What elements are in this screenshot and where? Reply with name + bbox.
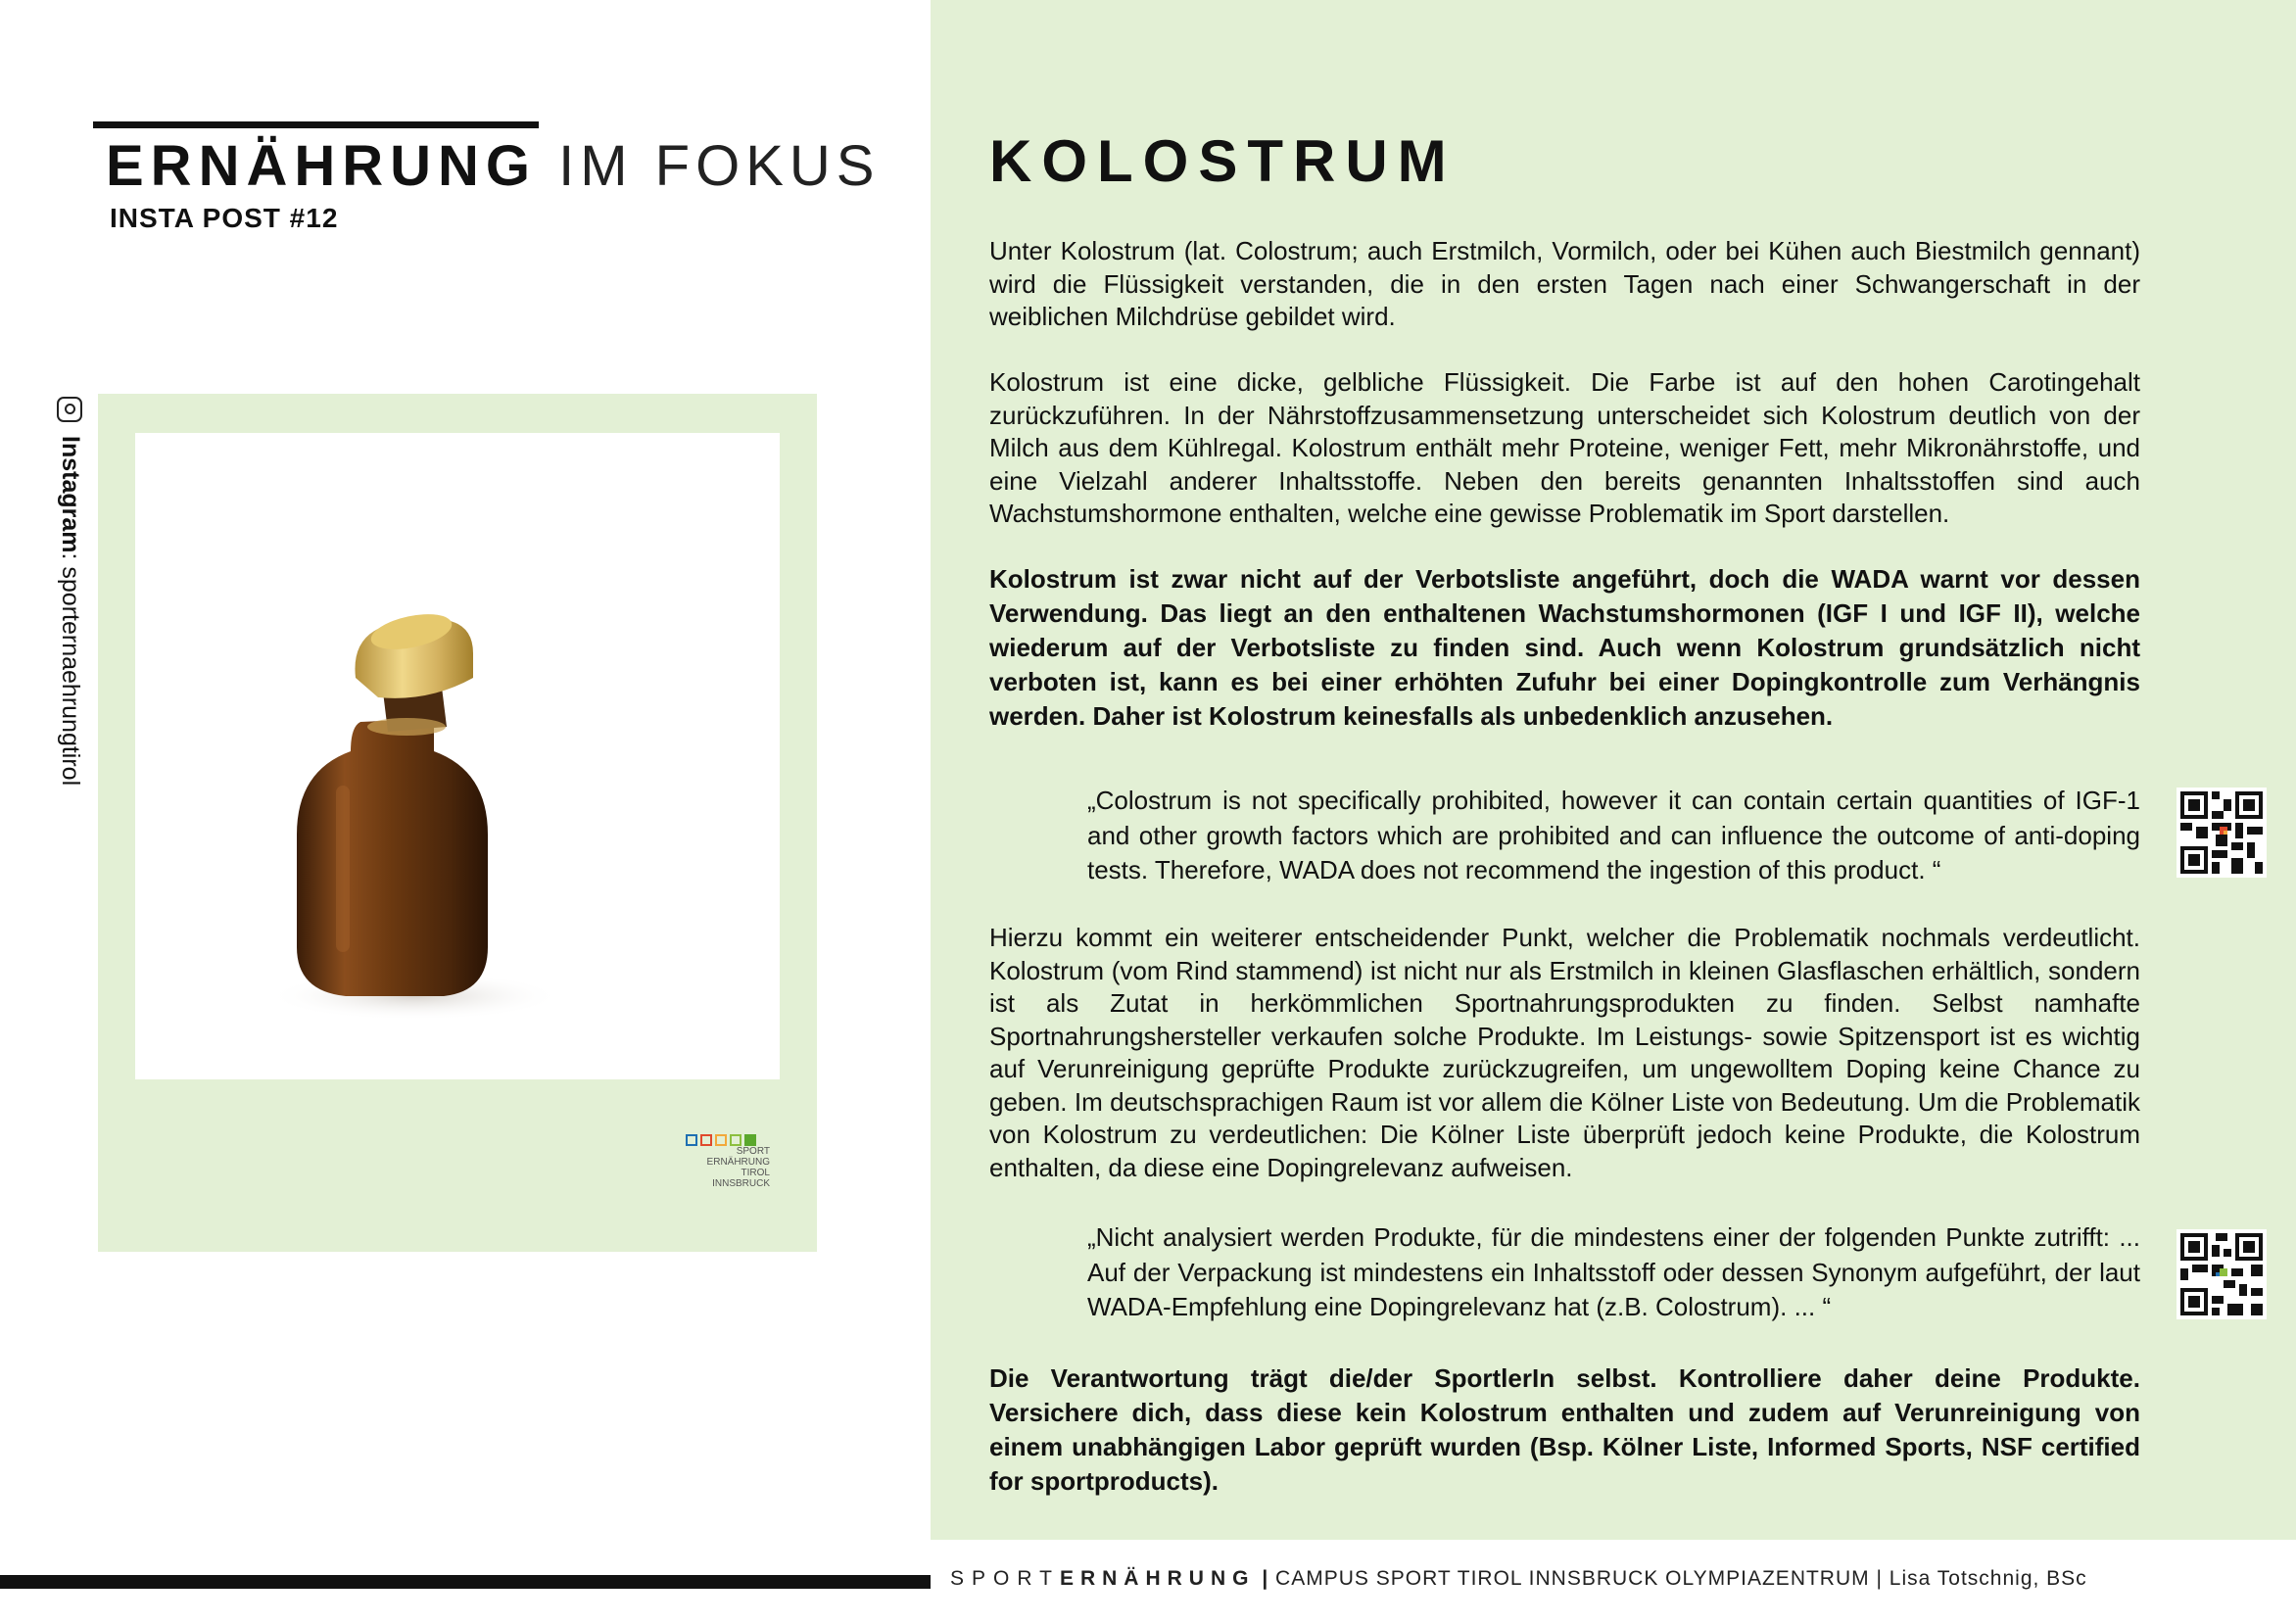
title-bold: ERNÄHRUNG <box>106 134 537 198</box>
footer-separator-2: | <box>1876 1567 1883 1590</box>
logo-square-blue <box>686 1134 697 1146</box>
paragraph-conclusion: Die Verantwortung trägt die/der SportlerIn selbst. Kontrolliere daher deine Produkte. Versichere dich, dass diese kein Kolostrum enthalten und zudem auf Verunreinigung von einem unabhängigen Labor geprüft wurden (Bsp. Kölner Liste, Informed Sports, NSF certified for sportproducts). <box>989 1363 2140 1496</box>
footer-brand-bold: ERNÄHRUNG <box>1059 1567 1256 1590</box>
logo-squares <box>686 1134 770 1146</box>
instagram-handle[interactable] <box>56 397 84 786</box>
logo-square-lightgreen <box>730 1134 741 1146</box>
logo-square-red <box>700 1134 712 1146</box>
paragraph-intro: Unter Kolostrum (lat. Colostrum; auch Erstmilch, Vormilch, oder bei Kühen auch Biestmilch gennant) wird die Flüssigkeit verstanden, die in den ersten Tagen nach einer Schwangerschaft in der weiblichen Milchdrüse gebildet wird. <box>989 236 2140 331</box>
title-light: IM FOKUS <box>558 134 881 198</box>
footer-bar <box>0 1575 931 1589</box>
instagram-account: sporternaehrungtirol <box>57 566 84 787</box>
article-heading: KOLOSTRUM <box>989 128 1457 194</box>
instagram-icon <box>58 397 83 422</box>
qr-code-pattern <box>2176 788 2267 878</box>
qr-code-pattern-2 <box>2176 1229 2267 1319</box>
logo-square-orange <box>715 1134 727 1146</box>
instagram-label: Instagram <box>57 436 84 553</box>
logo-square-green <box>744 1134 756 1146</box>
glass-bottle-illustration <box>135 433 780 1079</box>
quote-wada: „Colostrum is not specifically prohibited, however it can contain certain quantities of IGF-1 and other growth factors which are prohibited and can influence the outcome of anti-doping tests. Therefore, WADA does not recommend the ingestion of this product. “ <box>1087 786 2140 884</box>
post-number: INSTA POST #12 <box>110 203 339 233</box>
quote-koelner-liste: „Nicht analysiert werden Produkte, für die mindestens einer der folgenden Punkte zutrifft: ... Auf der Verpackung ist mindestens ein Inhaltsstoff oder dessen Synonym aufgeführt, der laut WADA-Empfehlung eine Dopingrelevanz hat (z.B. Colostrum). ... “ <box>1087 1222 2140 1321</box>
instagram-separator: : <box>57 552 84 560</box>
bottle-photo <box>135 433 780 1079</box>
qr-code-icon[interactable] <box>2176 788 2267 878</box>
paragraph-description: Kolostrum ist eine dicke, gelbliche Flüssigkeit. Die Farbe ist auf den hohen Carotingehalt zurückzuführen. In der Nährstoffzusammensetzung unterscheidet sich Kolostrum deutlich von der Milch aus dem Kühlregal. Kolostrum enthält mehr Proteine, weniger Fett, mehr Mikronährstoffe, und eine Vielzahl anderer Inhaltsstoffe. Neben den bereits genannten Inhaltsstoffen sind auch Wachstumshormone enthalten, welche eine gewisse Problematik im Sport darstellen. <box>989 367 2140 528</box>
footer-separator-1: | <box>1262 1567 1269 1590</box>
logo-line-1: SPORT <box>736 1146 770 1157</box>
paragraph-koelner-liste: Hierzu kommt ein weiterer entscheidender Punkt, welcher die Problematik nochmals verdeutlicht. Kolostrum (vom Rind stammend) ist nicht nur als Erstmilch in kleinen Glasflaschen erhältlich, sondern ist als Zutat in herkömmlichen Sportnahrungsprodukten zu finden. Selbst namhafte Sportnahrungshersteller verkaufen solche Produkte. Im Leistungs- sowie Spitzensport ist es wichtig auf Verunreinigung geprüfte Produkte zurückzugreifen, um ungewolltem Doping keine Chance zu geben. Im deutschsprachigen Raum ist vor allem die Kölner Liste von Bedeutung. Um die Problematik von Kolostrum zu verdeutlichen: Die Kölner Liste überprüft jedoch keine Produkte, die Kolostrum enthalten, da diese eine Dopingrelevanz aufweisen. <box>989 923 2140 1182</box>
footer-author: Lisa Totschnig, BSc <box>1889 1567 2087 1590</box>
logo-line-3: TIROL INNSBRUCK <box>712 1168 770 1189</box>
page-title <box>106 127 880 206</box>
footer-brand <box>950 1567 1255 1590</box>
organisation-logo <box>686 1134 770 1189</box>
paragraph-wada-warning: Kolostrum ist zwar nicht auf der Verbotsliste angeführt, doch die WADA warnt vor dessen Verwendung. Das liegt an den enthaltenen Wachstumshormonen (IGF I und IGF II), welche wiederum auf der Verbotsliste zu finden sind. Auch wenn Kolostrum grundsätzlich nicht verboten ist, kann es bei einer erhöhten Zufuhr bei einer Dopingkontrolle zum Verhängnis werden. Daher ist Kolostrum keinesfalls als unbedenklich anzusehen. <box>989 564 2140 731</box>
qr-code-icon-2[interactable] <box>2176 1229 2267 1319</box>
footer-text <box>950 1567 2087 1591</box>
footer-brand-light: SPORT <box>950 1567 1060 1590</box>
footer-campus: CAMPUS SPORT TIROL INNSBRUCK OLYMPIAZENTRUM <box>1275 1567 1870 1590</box>
logo-line-2: ERNÄHRUNG <box>706 1157 770 1168</box>
